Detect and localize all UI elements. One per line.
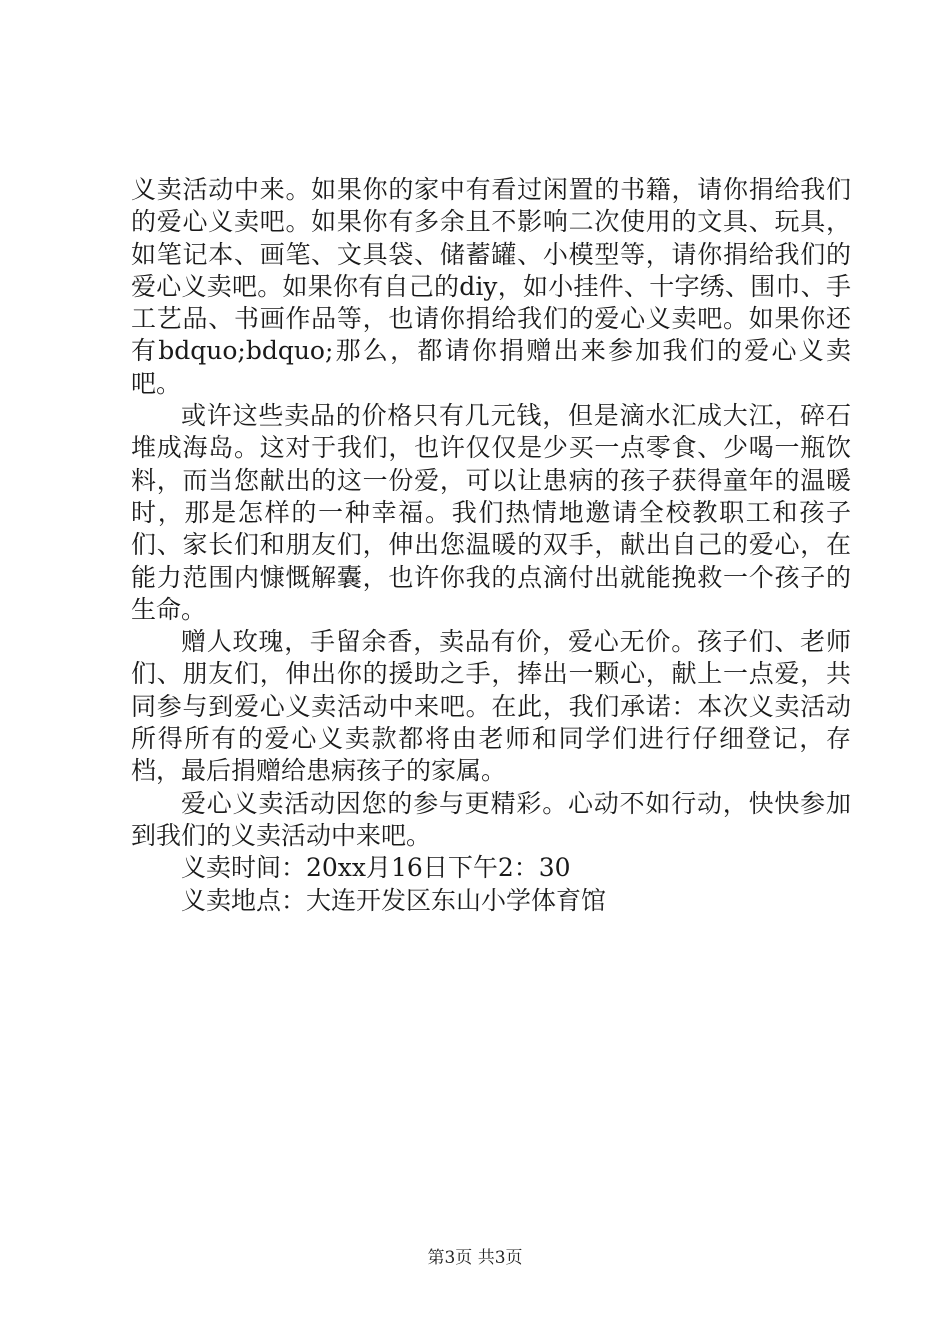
document-body — [131, 174, 851, 917]
sale-time: 义卖时间：20xx月16日下午2：30 — [181, 853, 571, 883]
page-footer: 第3页 共3页 — [427, 1248, 523, 1268]
paragraph-call-to-action: 爱心义卖活动因您的参与更精彩。心动不如行动，快快参加到我们的义卖活动中来吧。 — [131, 788, 851, 850]
paragraph-roses: 赠人玫瑰，手留余香，卖品有价，爱心无价。孩子们、老师们、朋友们，伸出你的援助之手，捧出一颗心，献上一点爱，共同参与到爱心义卖活动中来吧。在此，我们承诺：本次义卖活动所得所有的爱心义卖款都将由老师和同学们进行仔细登记，存档，最后捐赠给患病孩子的家属。 — [131, 627, 851, 786]
paragraph-donation-items: 义卖活动中来。如果你的家中有看过闲置的书籍，请你捐给我们的爱心义卖吧。如果你有多余且不影响二次使用的文具、玩具，如笔记本、画笔、文具袋、储蓄罐、小模型等，请你捐给我们的爱心义卖吧。如果你有自己的diy，如小挂件、十字绣、围巾、手工艺品、书画作品等，也请你捐给我们的爱心义卖吧。如果你还有bdquo;bdquo;那么，都请你捐赠出来参加我们的爱心义卖吧。 — [131, 175, 851, 398]
paragraph-small-price: 或许这些卖品的价格只有几元钱，但是滴水汇成大江，碎石堆成海岛。这对于我们，也许仅仅是少买一点零食、少喝一瓶饮料，而当您献出的这一份爱，可以让患病的孩子获得童年的温暖时，那是怎样的一种幸福。我们热情地邀请全校教职工和孩子们、家长们和朋友们，伸出您温暖的双手，献出自己的爱心，在能力范围内慷慨解囊，也许你我的点滴付出就能挽救一个孩子的生命。 — [131, 401, 851, 624]
sale-place: 义卖地点：大连开发区东山小学体育馆 — [181, 885, 607, 915]
